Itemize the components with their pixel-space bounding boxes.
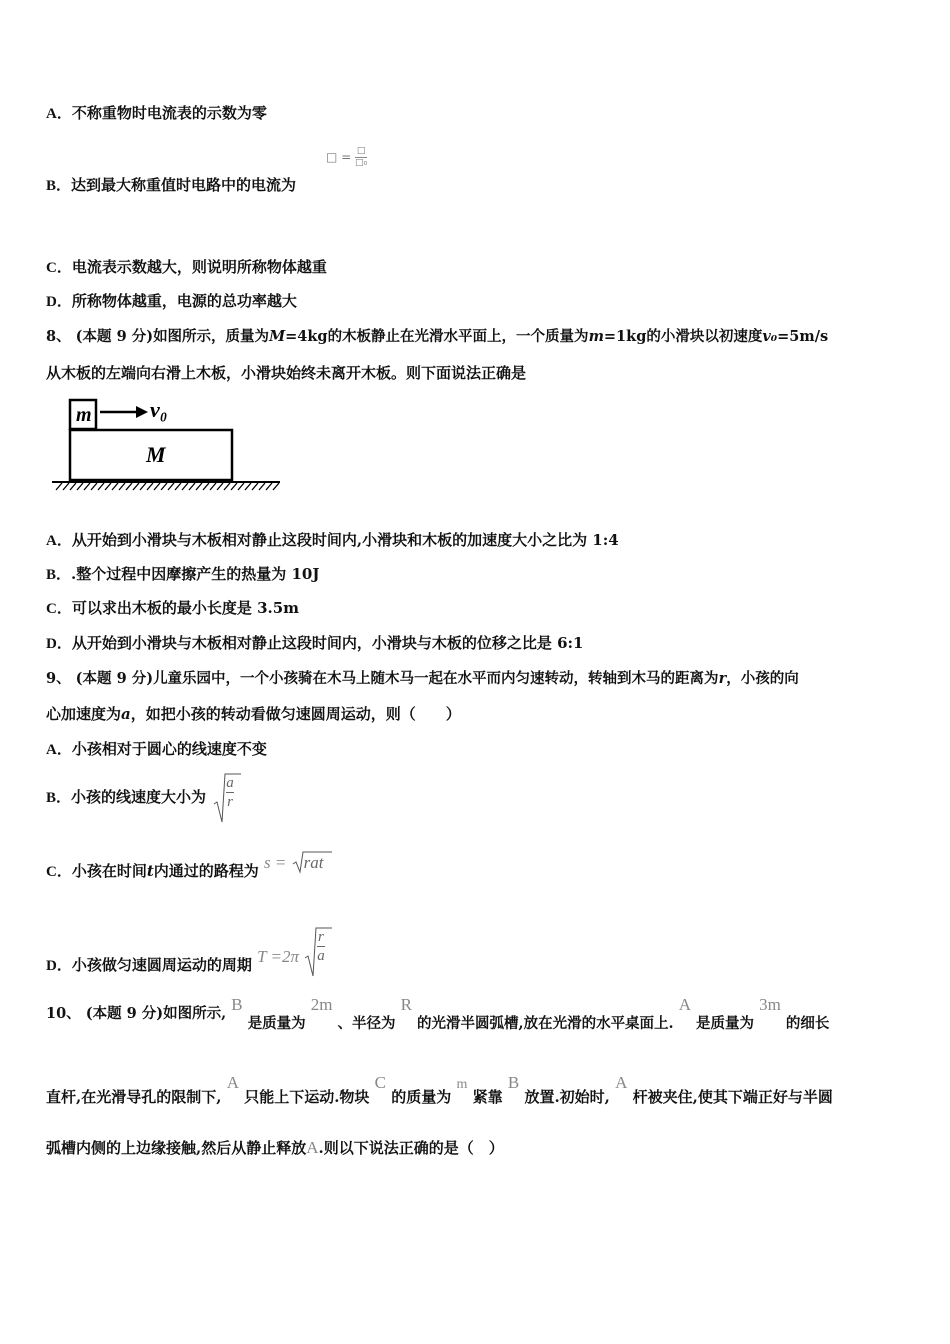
symbol-B: B [507,1073,520,1092]
q8-option-b [46,563,319,584]
stem-text: 放置.初始时, [524,1088,610,1106]
q10-stem-line1 [46,995,830,1032]
fraction-numerator: a [226,775,234,791]
q8-figure [50,392,285,492]
stem-text: 的质量为 [391,1088,452,1106]
velocity-label: v₀ [150,397,168,422]
option-label: D． [46,958,72,974]
option-text: 所称物体越重，电源的总功率越大 [71,292,297,310]
stem-text: 如图所示, [163,1005,227,1022]
q9-option-c [46,853,324,884]
option-label: B． [46,567,72,583]
formula-lhs: s = [264,853,287,872]
symbol-m: m [588,328,604,345]
fraction-denominator: r [227,794,233,810]
radicand: rat [303,853,324,872]
option-label: D． [46,636,72,652]
symbol-M: M [269,328,286,345]
q7-b-formula [326,146,367,169]
small-block-label: m [76,404,92,426]
option-text: 可以求出木板的最小长度是 3.5m [71,599,300,617]
option-text: 从开始到小滑块与木板相对静止这段时间内,小滑块和木板的加速度大小之比为 1:4 [71,531,619,549]
stem-text: 、半径为 [337,1015,396,1032]
q9-option-d [46,916,332,974]
option-text: 小孩在时间 [71,862,147,880]
symbol-2m: 2m [310,995,333,1014]
symbol-R: R [400,995,412,1014]
q7-option-d [46,290,297,311]
option-label: A． [46,106,72,122]
q7-option-a [46,102,267,123]
option-text: .整个过程中因摩擦产生的热量为 10J [71,565,320,583]
formula-numerator: □ [356,146,366,156]
stem-text: 是质量为 [696,1015,755,1032]
question-number: 10、 [46,1005,81,1022]
stem-text: 心加速度为 [46,705,122,723]
symbol-A: A [226,1073,239,1092]
option-label: B． [46,178,72,194]
stem-text: 是质量为 [247,1015,306,1032]
symbol-t: t [146,862,154,880]
symbol-a: a [121,705,131,723]
symbol-C: C [374,1073,387,1092]
q7-option-c [46,256,327,277]
option-text: 小孩相对于圆心的线速度不变 [71,740,267,758]
sqrt-formula [304,926,332,978]
option-label: A． [46,533,72,549]
stem-text: 弧槽内侧的上边缘接触,然后从静止释放 [46,1139,307,1157]
option-text: 从开始到小滑块与木板相对静止这段时间内，小滑块与木板的位移之比是 6:1 [71,634,584,652]
sqrt-formula [292,850,324,874]
stem-text: 只能上下运动.物块 [244,1088,370,1106]
q8-option-a [46,529,619,550]
q10-stem-line3 [46,1137,504,1158]
option-text: 达到最大称重值时电路中的电流为 [71,176,297,194]
option-text: 小孩的线速度大小为 [71,788,207,806]
option-label: C． [46,260,72,276]
symbol-r: r [718,670,727,687]
q7-option-b [46,174,296,195]
fraction-numerator: r [318,929,324,945]
q8-stem-line1 [46,325,828,346]
question-score: (本题 9 分) [75,670,154,687]
symbol-v0: v₀ [762,328,778,345]
stem-text: 直杆,在光滑导孔的限制下, [46,1088,222,1106]
q9-option-b [46,772,241,824]
option-label: C． [46,864,72,880]
formula-denominator: □₀ [355,158,368,168]
stem-text: 紧靠 [472,1088,503,1106]
option-label: D． [46,294,72,310]
stem-text: .则以下说法正确的是（ ） [318,1139,504,1157]
value-m: =1kg [603,328,647,345]
symbol-A: A [678,995,691,1014]
formula-fraction [355,146,367,169]
q8-option-d [46,632,583,653]
symbol-B: B [231,995,243,1014]
formula-lhs: T =2π [257,947,299,966]
stem-text: 的木板静止在光滑水平面上，一个质量为 [327,328,589,345]
arrow-head [136,406,148,418]
q9-option-a [46,738,267,759]
stem-text: ，如把小孩的转动看做匀速圆周运动，则（ ） [130,705,461,723]
stem-text: 的小滑块以初速度 [646,328,763,345]
option-label: C． [46,601,72,617]
q10-stem-line2 [46,1072,833,1106]
stem-text: 如图所示，质量为 [153,328,270,345]
q9-stem-line2 [46,703,461,724]
symbol-A: A [615,1073,628,1092]
question-score: (本题 9 分) [75,328,154,345]
question-number: 9、 [46,670,71,687]
stem-text: 杆被夹住,使其下端正好与半圆 [632,1088,833,1106]
stem-text: 的细长 [785,1015,830,1032]
stem-text: 从木板的左端向右滑上木板，小滑块始终未离开木板。则下面说法正确是 [46,364,527,382]
stem-text: 儿童乐园中，一个小孩骑在木马上随木马一起在水平而内匀速转动，转轴到木马的距离为 [153,670,719,687]
sqrt-formula [213,772,241,824]
symbol-m: m [456,1077,468,1092]
q9-stem-line1 [46,667,799,688]
symbol-A: A [306,1138,319,1157]
board-label: M [146,442,166,467]
ground-hatch [56,483,279,490]
value-M: =4kg [285,328,328,345]
option-text: 小孩做匀速圆周运动的周期 [71,956,252,974]
question-number: 8、 [46,328,71,345]
option-text: 不称重物时电流表的示数为零 [71,104,267,122]
option-text: 电流表示数越大，则说明所称物体越重 [71,258,327,276]
formula-lhs: □ = [326,150,352,164]
q8-stem-line2 [46,362,526,383]
symbol-3m: 3m [759,995,781,1014]
fraction-denominator: a [317,948,325,964]
q8-option-c [46,597,299,618]
stem-text: ，小孩的向 [726,670,799,687]
stem-text: 的光滑半圆弧槽,放在光滑的水平桌面上. [417,1015,674,1032]
option-label: A． [46,742,72,758]
question-score: (本题 9 分) [85,1005,164,1022]
value-v0: =5m/s [777,328,829,345]
option-label: B． [46,790,72,806]
option-text: 内通过的路程为 [153,862,259,880]
